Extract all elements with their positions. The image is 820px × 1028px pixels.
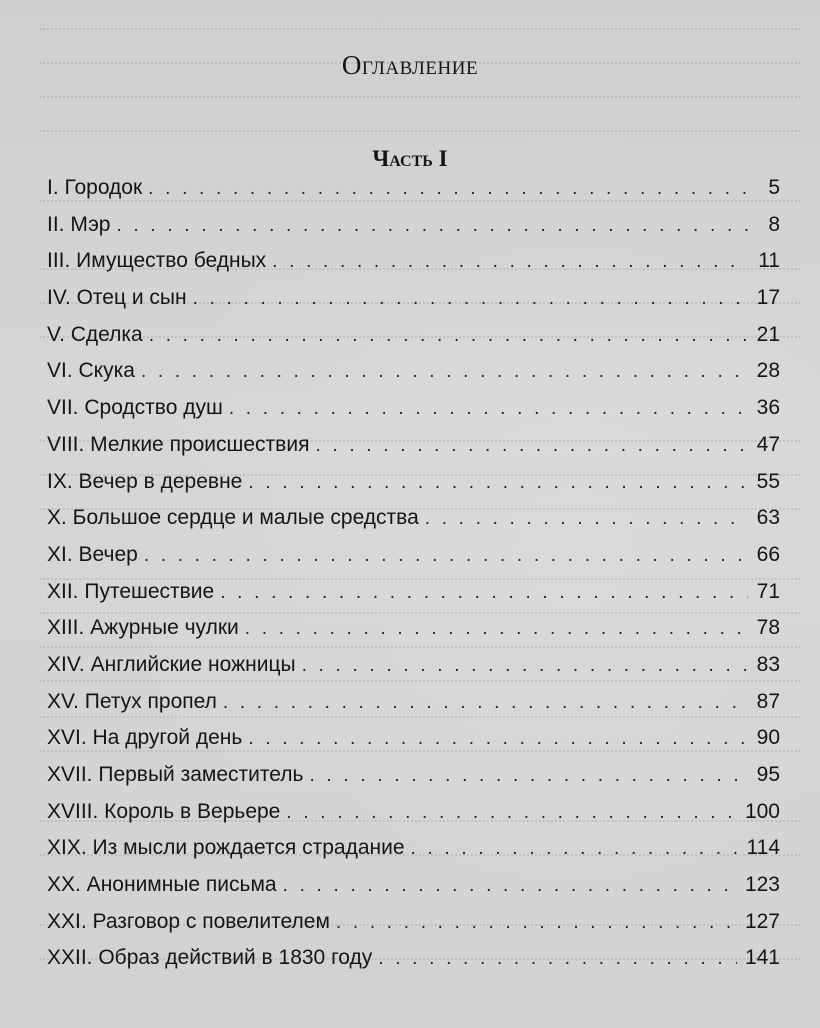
toc-entry-title: XIV. Английские ножницы — [47, 652, 296, 676]
part-heading: Часть I — [372, 146, 448, 171]
dot-leader — [248, 472, 748, 494]
toc-entry — [47, 323, 780, 360]
dot-leader — [425, 508, 748, 530]
toc-entry-title: III. Имущество бедных — [47, 249, 267, 273]
toc-entry-page-number: 71 — [756, 579, 780, 603]
toc-entry-title: XV. Петух пропел — [47, 689, 217, 713]
dot-leader — [144, 545, 748, 567]
dot-leader — [193, 288, 748, 310]
toc-entry — [47, 286, 780, 323]
toc-entry-title: V. Сделка — [47, 322, 143, 346]
toc-entry-page-number: 87 — [756, 689, 780, 713]
toc-entry-title: I. Городок — [47, 176, 143, 199]
toc-entry-page-number: 21 — [756, 322, 780, 346]
toc-entry — [47, 433, 780, 470]
toc-entry-page-number: 66 — [756, 542, 780, 566]
toc-entry-title: IV. Отец и сын — [47, 286, 187, 310]
dot-leader — [283, 875, 737, 897]
toc-entry-title: X. Большое сердце и малые средства — [47, 506, 419, 530]
dot-leader — [286, 802, 737, 824]
toc-entry-page-number: 36 — [756, 396, 780, 420]
toc-entry-title: II. Мэр — [47, 212, 111, 236]
toc-entry-page-number: 78 — [756, 616, 780, 640]
toc-entry — [47, 176, 780, 213]
dot-leader — [309, 765, 748, 787]
page-title: Оглавление — [341, 50, 479, 80]
dot-leader — [141, 361, 748, 383]
toc-entry — [47, 836, 780, 873]
toc-entry — [47, 359, 780, 396]
toc-entry-page-number: 63 — [756, 506, 780, 530]
toc-entry-page-number: 123 — [744, 873, 780, 897]
toc-entry-title: IX. Вечер в деревне — [47, 469, 243, 493]
toc-entry — [47, 213, 780, 250]
toc-entry-title: VII. Сродство душ — [47, 396, 223, 420]
toc-entry-page-number: 55 — [756, 469, 780, 493]
toc-entry — [47, 653, 780, 690]
toc-entry — [47, 543, 780, 580]
toc-entry-title: XIX. Из мысли рождается страдание — [47, 836, 405, 860]
toc-entry-page-number: 114 — [746, 836, 780, 860]
toc-entry-page-number: 127 — [744, 909, 780, 933]
toc-entry-title: XVI. На другой день — [47, 726, 243, 750]
dot-leader — [315, 435, 748, 457]
toc-entry — [47, 946, 780, 983]
toc-entry-title: XXI. Разговор с повелителем — [47, 909, 330, 933]
toc-entry — [47, 396, 780, 433]
toc-entry — [47, 726, 780, 763]
dot-leader — [245, 618, 748, 640]
toc-entry — [47, 763, 780, 800]
toc-entry-page-number: 5 — [768, 176, 780, 199]
dot-leader — [148, 178, 748, 200]
toc-entry-page-number: 90 — [756, 726, 780, 750]
dot-leader — [223, 692, 748, 714]
toc-entry — [47, 910, 780, 947]
toc-entry — [47, 506, 780, 543]
toc-entry-page-number: 28 — [756, 359, 780, 383]
dot-leader — [302, 655, 748, 677]
toc-entry-title: XXII. Образ действий в 1830 году — [47, 946, 373, 970]
toc-entry-page-number: 95 — [756, 763, 780, 786]
toc-entry — [47, 580, 780, 617]
toc-entry — [47, 690, 780, 727]
dot-leader — [149, 325, 748, 347]
toc-entry-page-number: 100 — [744, 799, 780, 823]
toc-entry — [47, 873, 780, 910]
dot-leader — [220, 582, 748, 604]
dot-leader — [229, 398, 748, 420]
toc-entry-page-number: 8 — [768, 212, 780, 236]
toc-entry-page-number: 141 — [744, 946, 780, 970]
toc-entry — [47, 800, 780, 837]
toc-entry-title: XX. Анонимные письма — [47, 873, 277, 897]
dot-leader — [248, 728, 748, 750]
toc-entry — [47, 470, 780, 507]
toc-entry-title: VI. Скука — [47, 359, 135, 383]
toc-entry-title: XVIII. Король в Верьере — [47, 799, 281, 823]
dot-leader — [336, 912, 737, 934]
dot-leader — [272, 251, 748, 273]
toc-entry-title: VIII. Мелкие происшествия — [47, 432, 310, 456]
dot-leader — [378, 948, 737, 970]
dot-leader — [116, 215, 748, 237]
toc-entry — [47, 249, 780, 286]
toc-entry-page-number: 47 — [756, 432, 780, 456]
table-of-contents — [47, 176, 780, 983]
toc-entry-page-number: 83 — [756, 652, 780, 676]
toc-entry-title: XVII. Первый заместитель — [47, 763, 304, 786]
dot-leader — [411, 838, 739, 860]
toc-entry-page-number: 17 — [756, 286, 780, 310]
toc-entry-title: XI. Вечер — [47, 542, 138, 566]
toc-entry — [47, 616, 780, 653]
toc-entry-title: XIII. Ажурные чулки — [47, 616, 239, 640]
toc-entry-title: XII. Путешествие — [47, 579, 215, 603]
toc-entry-page-number: 11 — [758, 249, 780, 273]
